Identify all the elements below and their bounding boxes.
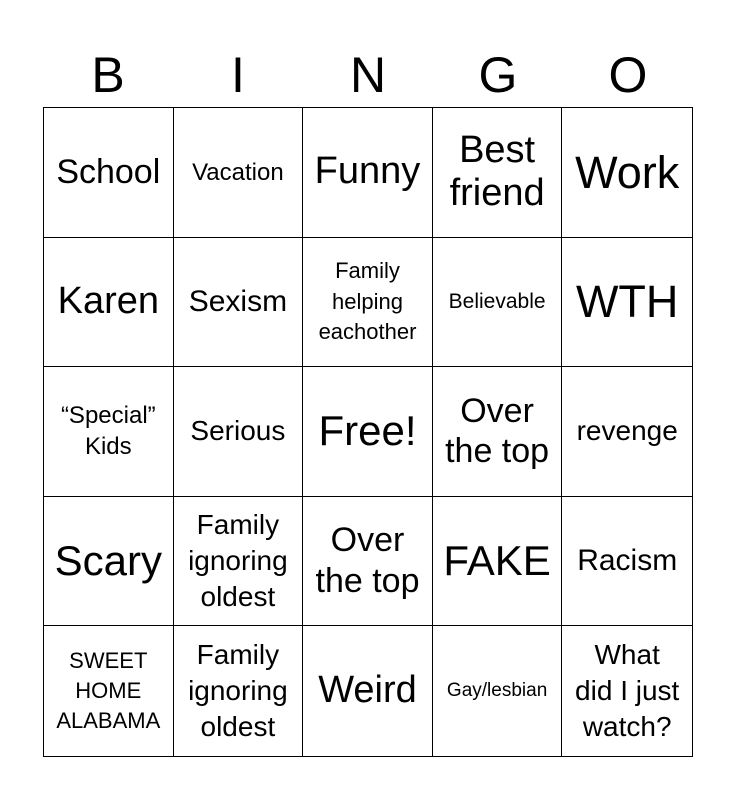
header-letter-n: N	[349, 47, 387, 103]
cell-label: Free!	[318, 407, 417, 455]
bingo-cell[interactable]	[44, 108, 174, 238]
bingo-cell[interactable]	[303, 238, 433, 368]
cell-label: School	[56, 152, 161, 191]
cell-label: Over the top	[445, 391, 550, 471]
bingo-cell[interactable]	[174, 626, 304, 756]
header-letter-b: B	[91, 47, 125, 103]
cell-label: Family helping eachother	[318, 258, 417, 345]
free-cell[interactable]	[303, 367, 433, 497]
header-letter-i: I	[231, 47, 245, 103]
bingo-cell[interactable]	[174, 238, 304, 368]
bingo-cell[interactable]	[562, 238, 692, 368]
cell-label: WTH	[575, 276, 679, 328]
cell-label: Karen	[57, 280, 159, 323]
bingo-cell[interactable]	[303, 497, 433, 627]
cell-label: SWEET HOME ALABAMA	[56, 647, 161, 734]
cell-label: What did I just watch?	[575, 638, 680, 743]
cell-label: Family ignoring oldest	[188, 638, 288, 743]
cell-label: Racism	[577, 544, 678, 578]
bingo-cell[interactable]	[44, 497, 174, 627]
header-letter-g: G	[478, 47, 518, 103]
bingo-cell[interactable]	[174, 108, 304, 238]
bingo-cell[interactable]	[562, 367, 692, 497]
bingo-cell[interactable]	[433, 108, 563, 238]
bingo-cell[interactable]	[44, 367, 174, 497]
bingo-cell[interactable]	[44, 626, 174, 756]
bingo-cell[interactable]	[562, 626, 692, 756]
bingo-cell[interactable]	[562, 108, 692, 238]
cell-label: Work	[575, 146, 680, 198]
cell-label: Sexism	[188, 284, 288, 318]
cell-label: Scary	[54, 537, 162, 585]
cell-label: Over the top	[315, 521, 420, 601]
cell-label: revenge	[576, 415, 678, 447]
bingo-header	[43, 48, 693, 102]
cell-label: Weird	[318, 669, 417, 712]
bingo-cell[interactable]	[174, 497, 304, 627]
bingo-cell[interactable]	[303, 108, 433, 238]
bingo-cell[interactable]	[433, 367, 563, 497]
bingo-cell[interactable]	[433, 238, 563, 368]
cell-label: Vacation	[192, 158, 284, 186]
bingo-cell[interactable]	[433, 497, 563, 627]
cell-label: Best friend	[449, 128, 545, 215]
cell-label: FAKE	[443, 537, 551, 585]
cell-label: Funny	[314, 150, 421, 193]
bingo-cell[interactable]	[303, 626, 433, 756]
cell-label: Family ignoring oldest	[188, 508, 288, 613]
cell-label: Believable	[448, 290, 546, 314]
cell-label: “Special” Kids	[60, 402, 156, 461]
bingo-cell[interactable]	[44, 238, 174, 368]
cell-label: Gay/lesbian	[446, 679, 548, 701]
bingo-cell[interactable]	[433, 626, 563, 756]
cell-label: Serious	[190, 415, 286, 447]
bingo-cell[interactable]	[562, 497, 692, 627]
header-letter-o: O	[608, 47, 648, 103]
bingo-grid	[43, 107, 693, 757]
bingo-cell[interactable]	[174, 367, 304, 497]
